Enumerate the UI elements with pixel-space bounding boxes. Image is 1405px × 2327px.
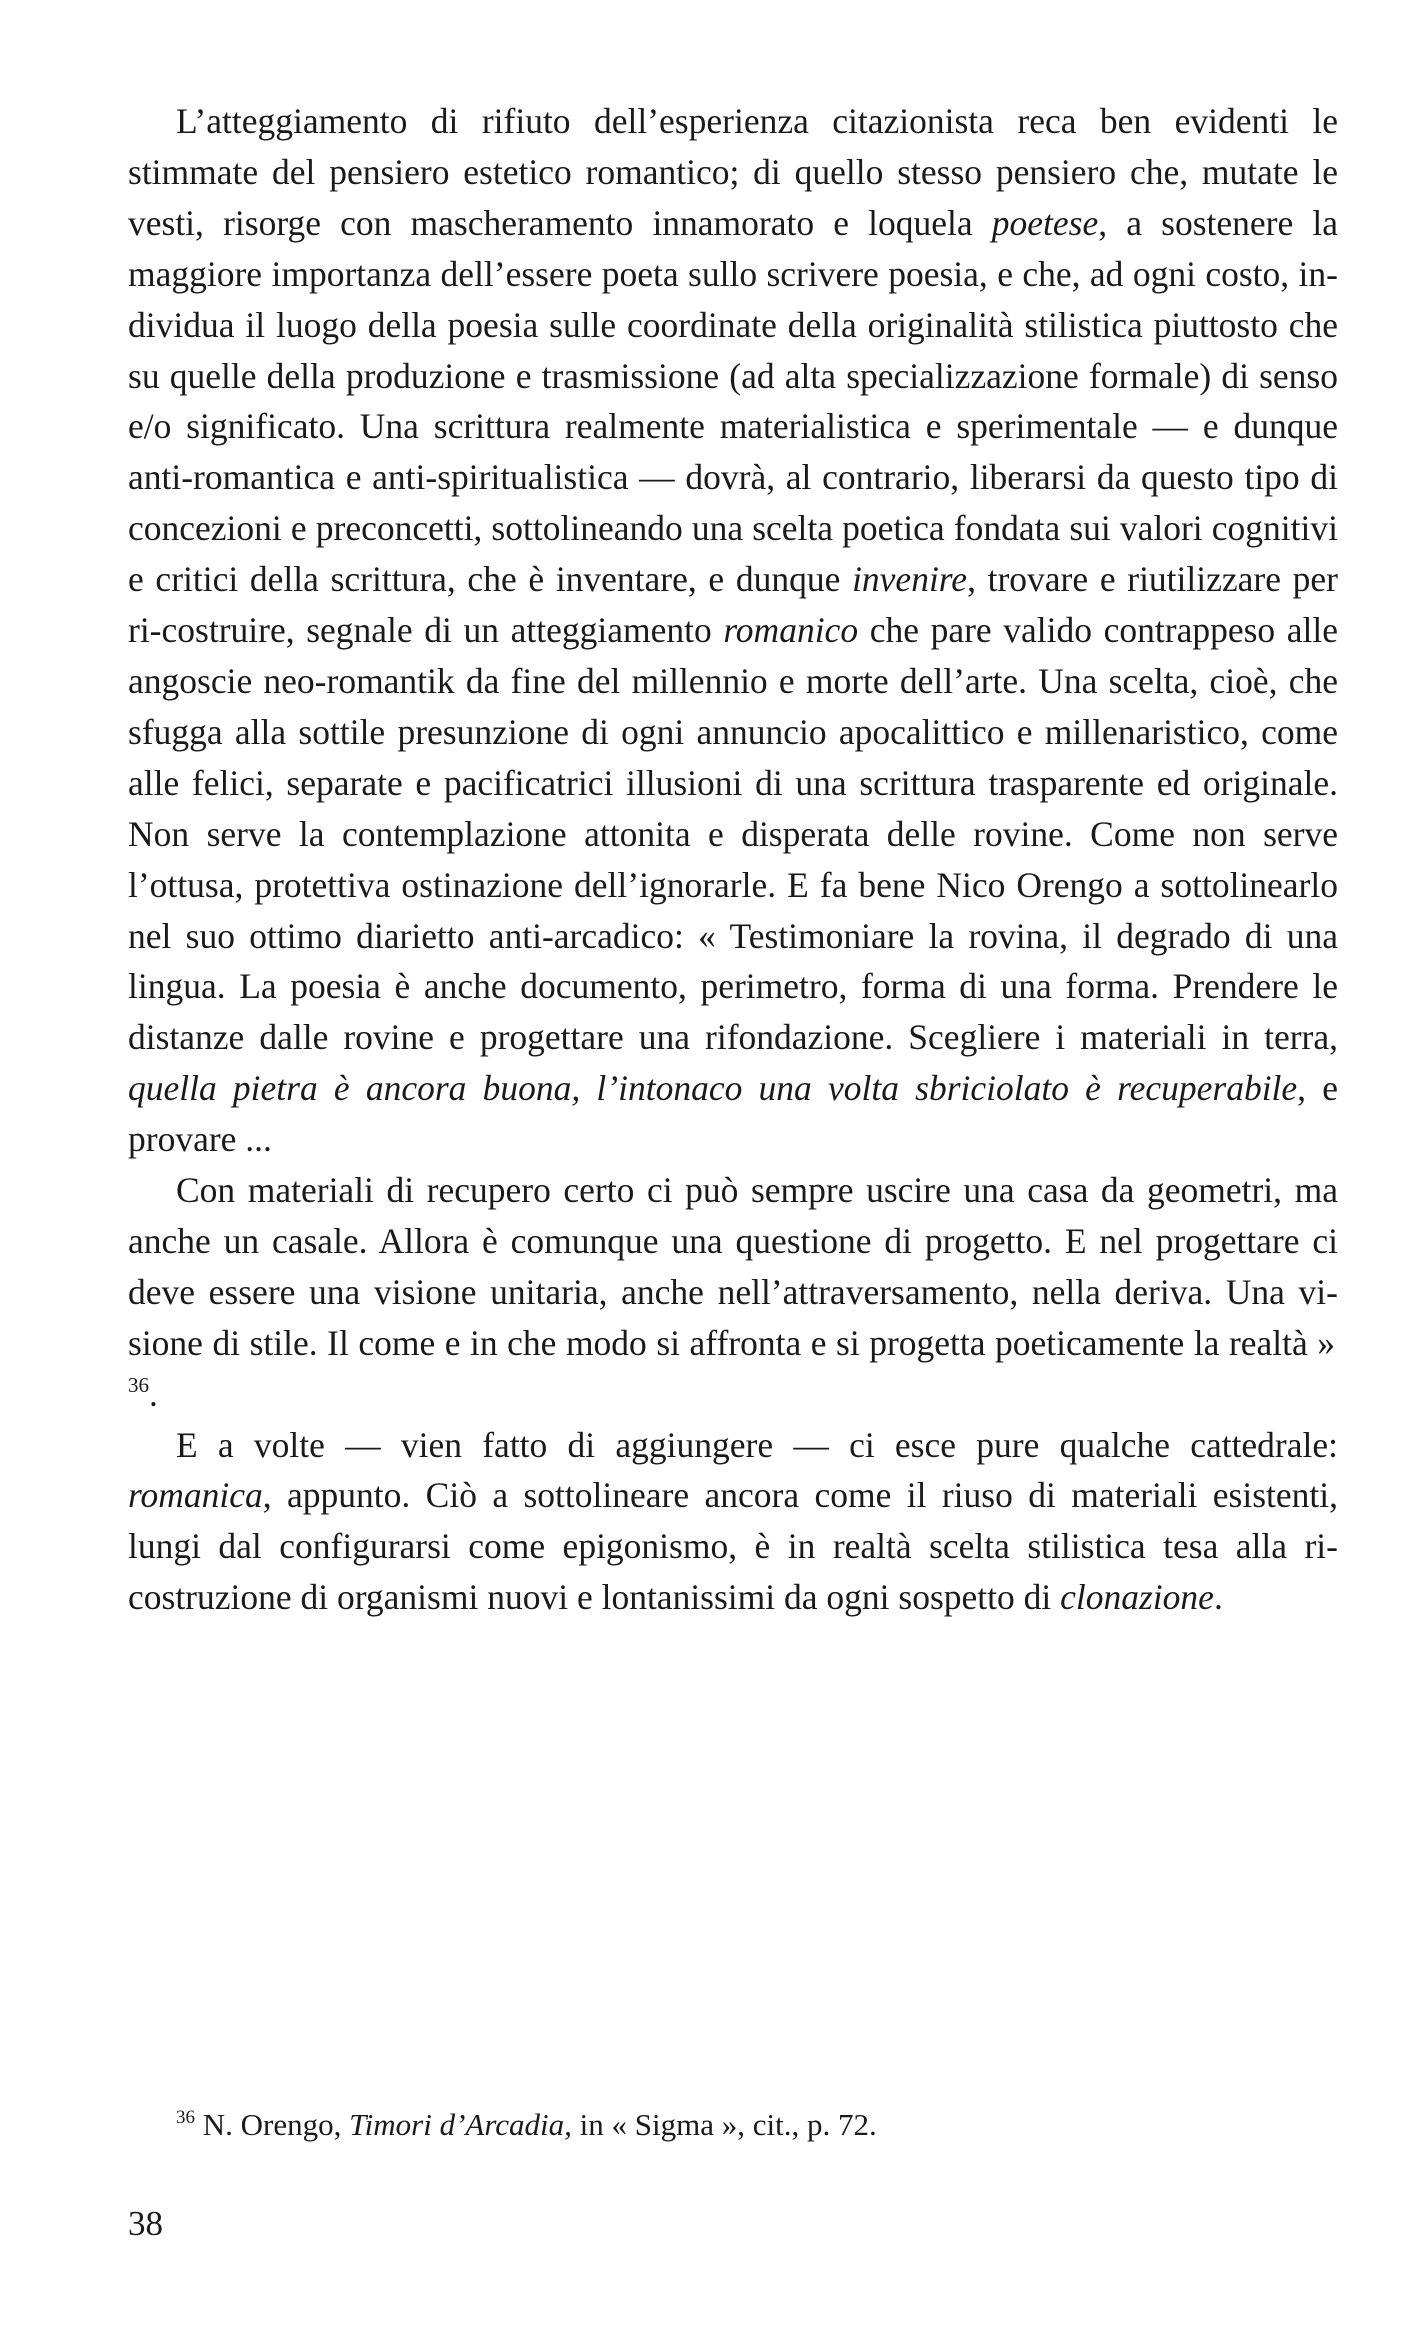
italic-quote: quella pietra è ancora buona, l’intonaco una volta sbriciolato è recuperabile <box>128 1068 1298 1109</box>
footnote-reference[interactable]: 36 <box>128 1372 149 1397</box>
footnote-text-b: in « Sigma », cit., p. 72. <box>571 2107 877 2142</box>
italic-romanico: romanico <box>723 610 859 651</box>
italic-invenire: invenire <box>852 559 968 600</box>
footnote-text-a: N. Orengo, <box>195 2107 350 2142</box>
paragraph-3-text-b: , appunto. Ciò a sottolineare ancora come il riuso di materiali esistenti, lungi dal configurarsi come epigonismo, è in realtà scelta stilistica tesa alla ri-costruzione di organismi nuovi e lontanissimi da ogni sospetto di <box>128 1475 1338 1618</box>
paragraph-3 <box>128 1420 1338 1624</box>
paragraph-1-text-a: L’atteggiamento di rifiuto dell’esperienza citazionista reca ben evidenti le stimmate del pensiero estetico romantico; di quello stesso pensiero che, mutate le vesti, risorge con mascheramento innamorato e loquela <box>128 101 1338 243</box>
page-number: 38 <box>128 2204 163 2243</box>
footnote-number: 36 <box>176 2106 195 2128</box>
paragraph-3-text-a: E a volte — vien fatto di aggiungere — ci esce pure qualche cattedrale: <box>176 1424 1338 1465</box>
italic-clonazione: clonazione <box>1060 1577 1214 1618</box>
paragraph-1-text-e: , e provare ... <box>128 1068 1338 1160</box>
paragraph-1 <box>128 96 1338 1165</box>
paragraph-1-text-c: , trovare e riutilizzare per ri-costruire, segnale di un atteggiamento <box>128 559 1338 651</box>
paragraph-1-text-b: , a sostenere la maggiore importanza dell’essere poeta sullo scrivere poesia, e che, ad ogni costo, individua il luogo della poesia sulle coordinate della originalità stilistica piuttosto che su quelle della produzione e trasmissione (ad alta specializzazione formale) di senso e/o significato. Una scrittura realmente materialistica e sperimentale — e dunque anti-romantica e anti-spiritualistica — dovrà, al contrario, liberarsi da questo tipo di concezioni e preconcetti, sottolineando una scelta poetica fondata sui valori cognitivi e critici della scrittura, che è inventare, e dunque <box>128 202 1338 600</box>
footnote <box>176 2104 1276 2146</box>
footnote-title: Timori d’Arcadia, <box>349 2107 572 2142</box>
paragraph-3-text-c: . <box>1213 1577 1223 1618</box>
page-body <box>128 96 1338 1623</box>
paragraph-2-text-b: . <box>149 1373 158 1414</box>
italic-romanica: romanica <box>128 1475 263 1516</box>
paragraph-1-text-d: che pare valido contrappeso alle angoscie neo-romantik da fine del millennio e morte dell’arte. Una scelta, cioè, che sfugga alla sottile presunzione di ogni annuncio apocalittico e millenaristico, come alle felici, separate e pacificatrici illusioni di una scrittura trasparente ed originale. Non serve la contemplazione attonita e disperata delle rovine. Come non serve l’ottusa, protettiva ostinazione dell’ignorarle. E fa bene Nico Orengo a sottolinearlo nel suo ottimo diarietto anti-arcadico: « Testimoniare la rovina, il degrado di una lingua. La poesia è anche documento, perimetro, forma di una forma. Prendere le distanze dalle rovine e progettare una rifondazione. Scegliere i materiali in terra, <box>128 610 1338 1058</box>
paragraph-2-text-a: Con materiali di recupero certo ci può sempre uscire una casa da geometri, ma anche un casale. Allora è comunque una questione di progetto. E nel progettare ci deve essere una visione unitaria, anche nell’attraversamento, nella deriva. Una visione di stile. Il come e in che modo si affronta e si progetta poeticamente la realtà » <box>128 1170 1338 1363</box>
paragraph-2 <box>128 1165 1338 1420</box>
italic-poetese: poetese <box>991 202 1099 243</box>
